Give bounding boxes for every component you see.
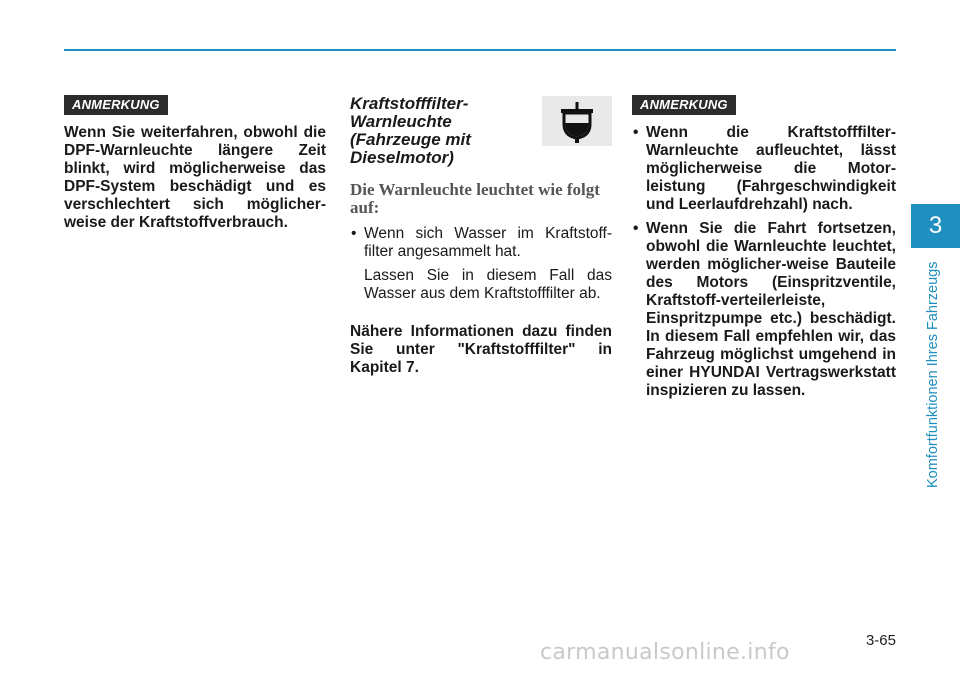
note-text: Wenn Sie weiterfahren, obwohl die DPF-Warnleuchte längere Zeit blinkt, wird möglicherweise das DPF-System beschädigt und es verschlechtert sich möglicher-weise der Kraftstoffverbrauch. xyxy=(64,124,326,231)
list-item: • Wenn die Kraftstofffilter-Warnleuchte aufleuchtet, lässt möglicherweise die Motor-leistung (Fahrgeschwindigkeit und Leerlaufdrehzahl) nach. xyxy=(632,124,896,214)
condition-list xyxy=(350,225,612,261)
watermark: carmanualsonline.info xyxy=(540,640,790,665)
more-info-text: Nähere Informationen dazu finden Sie unter "Kraftstofffilter" in Kapitel 7. xyxy=(350,323,612,376)
warning-light-panel xyxy=(542,96,612,146)
note-list xyxy=(632,124,896,400)
chapter-title: Komfortfunktionen Ihres Fahrzeugs xyxy=(925,261,941,488)
note-list-block xyxy=(632,124,896,406)
note-label: ANMERKUNG xyxy=(632,95,736,115)
section-heading: Kraftstofffilter- Warnleuchte (Fahrzeuge mit Dieselmotor) xyxy=(350,94,471,167)
section-subheading: Die Warnleuchte leuchtet wie folgt auf: xyxy=(350,180,600,217)
fuel-filter-warning-icon xyxy=(542,96,612,146)
note-label: ANMERKUNG xyxy=(64,95,168,115)
chapter-tab: 3 xyxy=(911,204,960,248)
list-item: • Wenn Sie die Fahrt fortsetzen, obwohl die Warnleuchte leuchtet, werden möglicher-weise Bauteile des Motors (Einspritzventile, Kraftstoff-verteilerleiste, Einspritzpumpe etc.) beschädigt. In diesem Fall empfehlen wir, das Fahrzeug möglichst umgehend in einer HYUNDAI Vertragswerkstatt inspizieren zu lassen. xyxy=(632,220,896,400)
top-rule xyxy=(64,49,896,51)
page-number: 3-65 xyxy=(865,632,896,649)
list-item: • Wenn sich Wasser im Kraftstoff-filter angesammelt hat. xyxy=(350,225,612,261)
list-item-followup: Lassen Sie in diesem Fall das Wasser aus dem Kraftstofffilter ab. xyxy=(364,267,612,302)
